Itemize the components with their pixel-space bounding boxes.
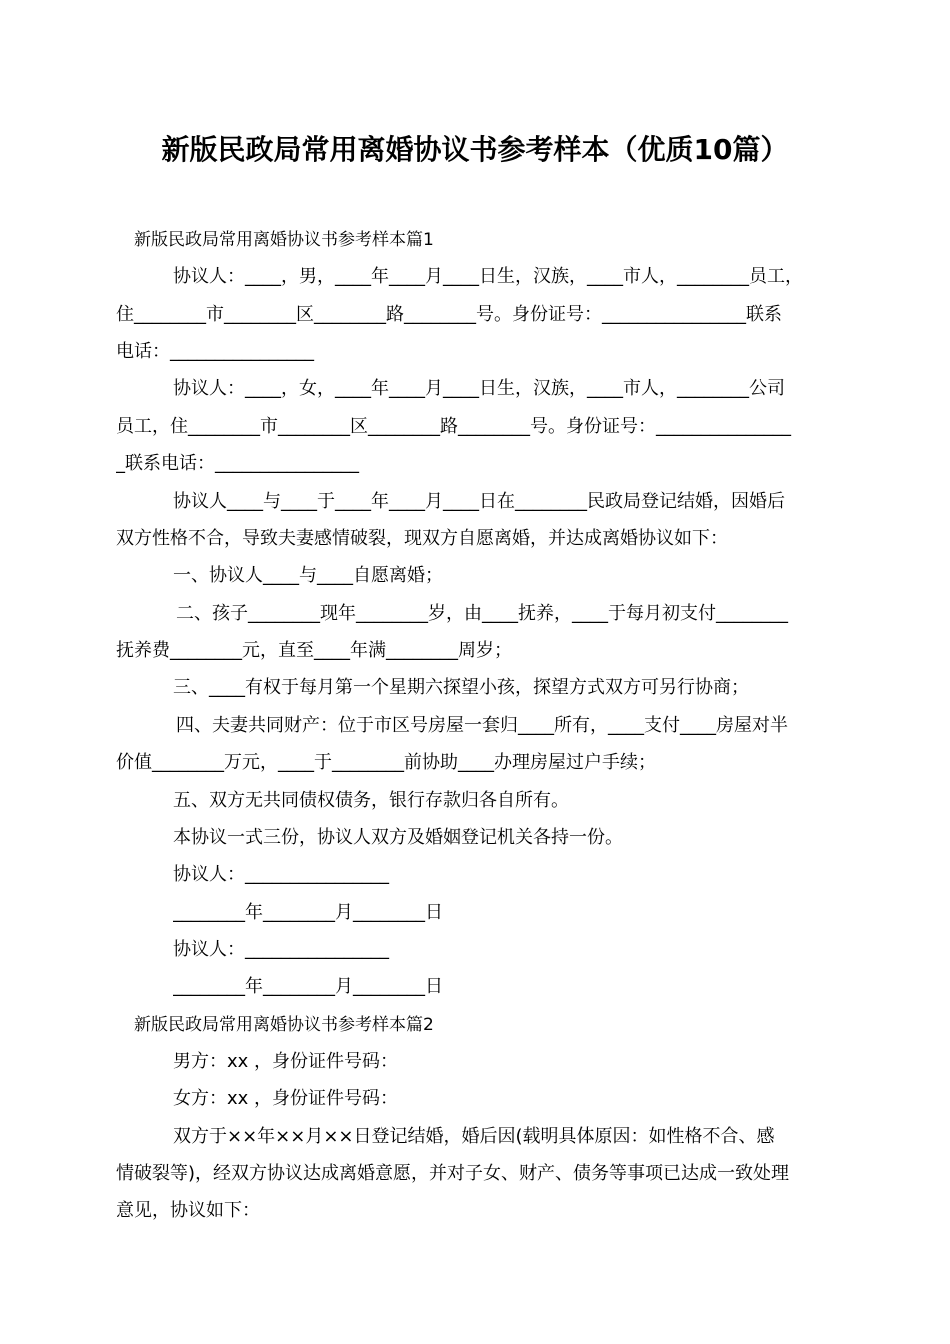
paragraph-line: 情破裂等)，经双方协议达成离婚意愿，并对子女、财产、债务等事项已达成一致处理 bbox=[116, 1163, 790, 1184]
section-heading-1: 新版民政局常用离婚协议书参考样本篇1 bbox=[134, 230, 434, 250]
paragraph-line: 住________市________区________路________号。身份证号：________________联系 bbox=[116, 304, 782, 325]
clause-5: 五、双方无共同债权债务，银行存款归各自所有。 bbox=[173, 790, 569, 811]
paragraph-line: 双方于××年××月××日登记结婚，婚后因(载明具体原因：如性格不合、感 bbox=[173, 1126, 775, 1147]
paragraph-line: 电话：________________ bbox=[116, 341, 314, 362]
paragraph-line: 双方性格不合，导致夫妻感情破裂，现双方自愿离婚，并达成离婚协议如下： bbox=[116, 528, 728, 549]
section-heading-2: 新版民政局常用离婚协议书参考样本篇2 bbox=[134, 1015, 434, 1035]
paragraph-line: 抚养费________元，直至____年满________周岁； bbox=[116, 640, 512, 661]
document-title: 新版民政局常用离婚协议书参考样本（优质10篇） bbox=[161, 133, 789, 166]
paragraph-line: 协议人____与____于____年____月____日在________民政局登记结婚，因婚后 bbox=[173, 491, 785, 512]
paragraph-line: 协议人：____，男，____年____月____日生，汉族，____市人，________员工， bbox=[173, 266, 803, 287]
paragraph-line: 价值________万元，____于________前协助____办理房屋过户手续； bbox=[116, 752, 656, 773]
signature-line: 协议人：________________ bbox=[173, 864, 389, 885]
clause-2: 二、孩子________现年________岁，由____抚养，____于每月初支付________ bbox=[176, 603, 788, 624]
signature-line: 协议人：________________ bbox=[173, 939, 389, 960]
paragraph-line: 女方：xx ，身份证件号码： bbox=[173, 1088, 399, 1109]
paragraph-line: _联系电话：________________ bbox=[116, 453, 359, 474]
date-line: ________年________月________日 bbox=[173, 976, 443, 997]
clause-4: 四、夫妻共同财产：位于市区号房屋一套归____所有，____支付____房屋对半 bbox=[176, 715, 788, 736]
paragraph-line: 本协议一式三份，协议人双方及婚姻登记机关各持一份。 bbox=[173, 827, 623, 848]
clause-1: 一、协议人____与____自愿离婚； bbox=[173, 565, 443, 586]
paragraph-line: 意见，协议如下： bbox=[116, 1200, 260, 1221]
paragraph-line: 男方：xx ，身份证件号码： bbox=[173, 1051, 399, 1072]
date-line: ________年________月________日 bbox=[173, 902, 443, 923]
paragraph-line: 员工，住________市________区________路________号。身份证号：_______________ bbox=[116, 416, 791, 437]
clause-3: 三、____有权于每月第一个星期六探望小孩，探望方式双方可另行协商； bbox=[173, 677, 749, 698]
paragraph-line: 协议人：____，女，____年____月____日生，汉族，____市人，________公司 bbox=[173, 378, 785, 399]
